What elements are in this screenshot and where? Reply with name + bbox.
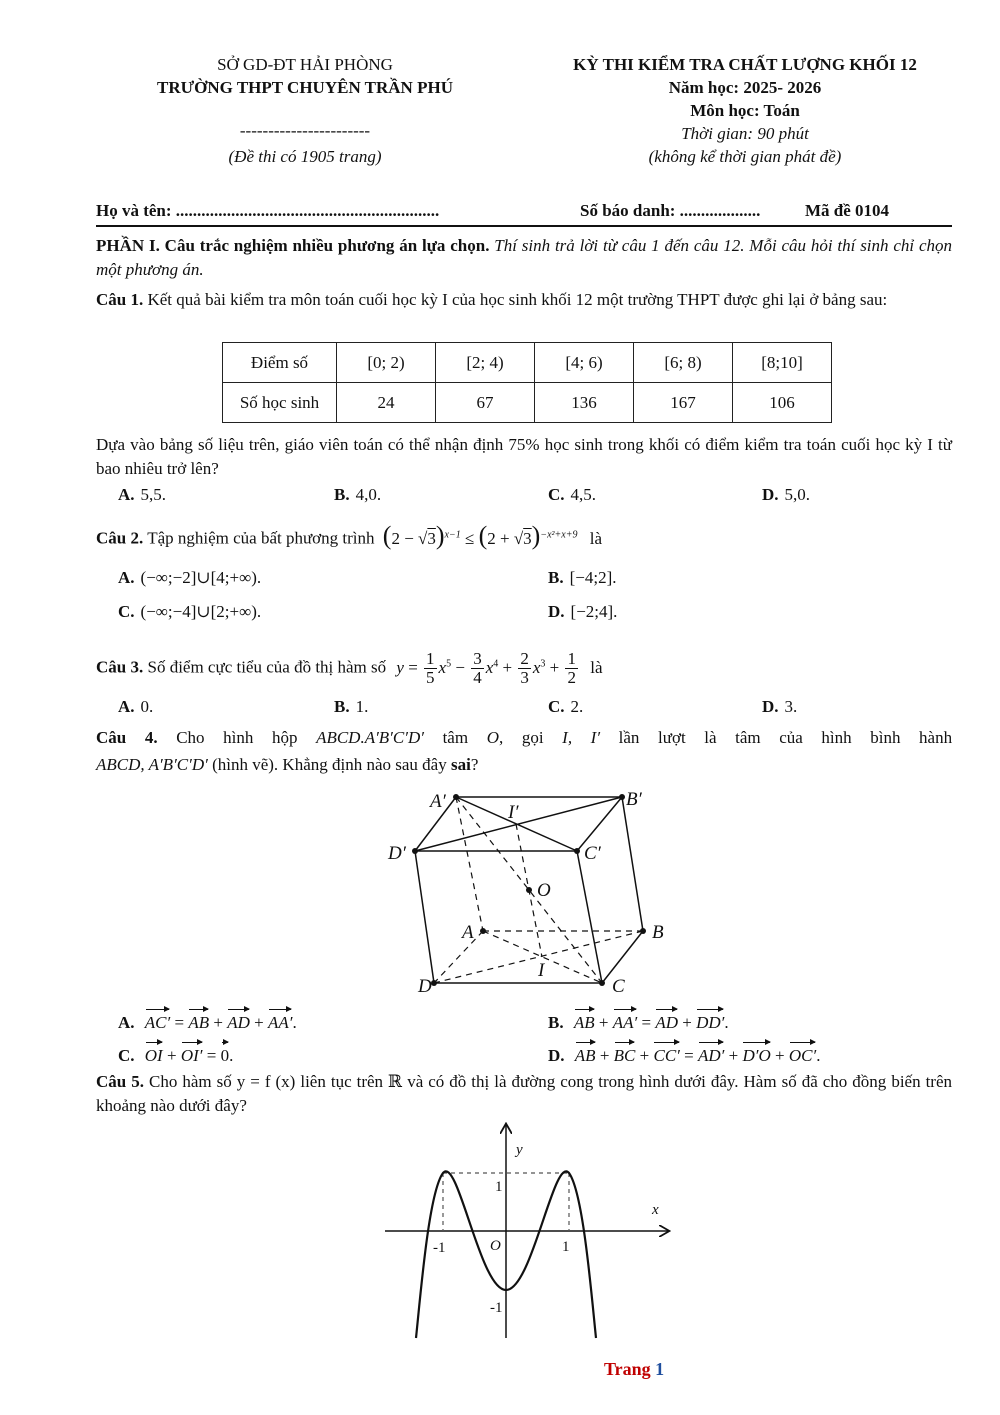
table-cell: [4; 6) — [535, 343, 634, 383]
school-name: TRƯỜNG THPT CHUYÊN TRẦN PHÚ — [157, 78, 453, 97]
x-tick-1: 1 — [562, 1239, 570, 1255]
question-suffix: là — [590, 657, 603, 677]
exam-time: Thời gian: 90 phút — [681, 124, 809, 143]
option-key: B. — [334, 697, 350, 716]
label-d: D — [418, 976, 432, 996]
school-year: Năm học: 2025- 2026 — [668, 78, 822, 97]
edge-ad — [434, 931, 483, 983]
function-graph — [380, 1120, 680, 1345]
option-text: [−4;2]. — [569, 568, 617, 587]
option-text: 5,5. — [140, 485, 167, 504]
option-key: C. — [118, 1046, 135, 1065]
table-cell: Điểm số — [223, 343, 337, 383]
option-key: C. — [118, 602, 135, 621]
option-text: (−∞;−4]∪[2;+∞). — [140, 602, 262, 621]
option-text: 4,5. — [570, 485, 597, 504]
q4-option-a[interactable]: A. AC′ = AB + AD + AA′. — [118, 1006, 297, 1034]
inequality-formula: $(2 - √3)^{x-1} \le (2 + √3)^{-x^2+x+9}$ — [382, 520, 578, 550]
question-text: , gọi — [498, 728, 544, 747]
question-text: Kết quả bài kiểm tra môn toán cuối học kỳ I của học sinh khối 12 một trường THPT được ghi lại ở bảng sau: — [147, 290, 888, 309]
table-cell: Số học sinh — [223, 383, 337, 423]
exam-title: KỲ THI KIỂM TRA CHẤT LƯỢNG KHỐI 12 — [573, 55, 917, 74]
q2-option-c[interactable] — [118, 601, 261, 623]
score-table — [222, 342, 832, 423]
question-label: Câu 3. — [96, 657, 144, 677]
question-2 — [96, 518, 602, 556]
q1-option-c[interactable] — [548, 484, 596, 506]
question-label: Câu 5. — [96, 1072, 144, 1091]
table-cell: 106 — [733, 383, 832, 423]
table-cell: [2; 4) — [436, 343, 535, 383]
label-i: I — [538, 960, 545, 981]
part1-instructions: Thí sinh trả lời từ câu 1 đến câu 12. Mỗi câu hỏi thí sinh chỉ chọn một phương án. — [96, 236, 952, 279]
question-suffix: là — [589, 528, 602, 548]
pages-note: (Đề thi có 1905 trang) — [228, 147, 382, 166]
math-box: ABCD.A′B′C′D′ — [316, 728, 424, 747]
q3-option-c[interactable] — [548, 696, 583, 718]
option-key: A. — [118, 1013, 135, 1032]
x-tick-neg1: -1 — [433, 1240, 446, 1256]
label-d-prime: D′ — [388, 843, 406, 864]
table-cell: [8;10] — [733, 343, 832, 383]
student-id-field: Số báo danh: ................... — [580, 201, 761, 220]
q4-option-c[interactable]: C. OI + OI′ = 0. — [118, 1039, 233, 1067]
y-tick-neg1: -1 — [490, 1300, 503, 1316]
subject: Môn học: Toán — [690, 101, 800, 120]
option-text: 4,0. — [355, 485, 382, 504]
table-cell: 167 — [634, 383, 733, 423]
option-text: 5,0. — [784, 485, 811, 504]
q3-option-b[interactable] — [334, 696, 368, 718]
math-points: I, I′ — [562, 728, 601, 747]
label-a-prime: A′ — [430, 791, 446, 812]
emphasis-false: sai — [450, 755, 471, 774]
question-1 — [96, 288, 952, 312]
question-5 — [96, 1070, 952, 1118]
department-name: SỞ GD-ĐT HẢI PHÒNG — [217, 55, 393, 74]
q1-option-b[interactable] — [334, 484, 381, 506]
label-b: B — [652, 922, 664, 943]
label-o: O — [537, 880, 551, 901]
option-text: 1. — [355, 697, 369, 716]
option-key: D. — [762, 485, 779, 504]
question-text: (hình vẽ). Khẳng định nào sau đây — [212, 755, 447, 774]
option-key: C. — [548, 697, 565, 716]
table-cell: 24 — [337, 383, 436, 423]
question-text: tâm — [442, 728, 469, 747]
question-4 — [96, 726, 952, 750]
question-text: Cho hàm số y = f (x) liên tục trên ℝ và có đồ thị là đường cong trong hình dưới đây. Hàm số đã cho đồng biến trên khoảng nào dưới đây? — [96, 1072, 953, 1115]
label-a: A — [462, 922, 474, 943]
q2-option-a[interactable] — [118, 567, 261, 589]
option-key: A. — [118, 568, 135, 587]
page-num: 1 — [655, 1359, 665, 1379]
option-text: (−∞;−2]∪[4;+∞). — [140, 568, 262, 587]
table-cell: 136 — [535, 383, 634, 423]
label-c: C — [612, 976, 625, 996]
edge-c1c — [577, 851, 602, 983]
page-number — [604, 1357, 664, 1381]
q1-option-a[interactable] — [118, 484, 166, 506]
q4-option-d[interactable]: D. AB + BC + CC′ = AD′ + D′O + OC′. — [548, 1039, 820, 1067]
option-key: B. — [548, 568, 564, 587]
table-cell: [0; 2) — [337, 343, 436, 383]
question-1-followup: Dựa vào bảng số liệu trên, giáo viên toán có thể nhận định 75% học sinh trong khối có điểm kiểm tra toán cuối học kỳ I từ bao nhiêu trở lên? — [96, 435, 952, 478]
option-text: 3. — [784, 697, 798, 716]
question-4-line2 — [96, 753, 478, 777]
option-text: 2. — [570, 697, 584, 716]
header-rule — [96, 225, 952, 227]
question-text: Cho hình hộp — [176, 728, 298, 747]
option-key: D. — [762, 697, 779, 716]
q4-option-b[interactable]: B. AB + AA′ = AD + DD′. — [548, 1006, 729, 1034]
question-text: Số điểm cực tiểu của đồ thị hàm số — [147, 657, 387, 677]
q2-option-d[interactable] — [548, 601, 617, 623]
option-key: A. — [118, 485, 135, 504]
function-formula: y = $\frac{1}{5}$ $x^5$ − $\frac{3}{4}$ $x^4$ + $\frac{2}{3}$ $x^3$ + $\frac{1}{2}$ — [396, 649, 576, 688]
label-c-prime: C′ — [584, 843, 601, 864]
q3-option-a[interactable] — [118, 696, 153, 718]
label-b-prime: B′ — [626, 789, 642, 810]
question-label: Câu 2. — [96, 528, 144, 548]
parallelepiped-figure — [380, 786, 680, 996]
page-word: Trang — [604, 1359, 651, 1379]
table-row — [223, 343, 832, 383]
edge-b1b — [622, 797, 643, 931]
exam-code: Mã đề 0104 — [805, 201, 890, 220]
option-key: B. — [334, 485, 350, 504]
q2-option-b[interactable] — [548, 567, 616, 589]
origin-label: O — [490, 1238, 501, 1254]
math-center: O — [486, 728, 499, 747]
part1-title: PHẦN I. Câu trắc nghiệm nhiều phương án lựa chọn. — [96, 236, 490, 255]
y-tick-1: 1 — [495, 1179, 503, 1195]
table-row — [223, 383, 832, 423]
edge-a1a — [456, 797, 483, 931]
edge-d1d — [415, 851, 434, 983]
option-key: D. — [548, 602, 565, 621]
part1-heading — [96, 234, 952, 282]
table-cell: [6; 8) — [634, 343, 733, 383]
question-text: Tập nghiệm của bất phương trình — [147, 528, 375, 548]
x-axis-label: x — [652, 1202, 659, 1218]
y-axis-label: y — [516, 1142, 523, 1158]
option-key: C. — [548, 485, 565, 504]
header-dashes: ----------------------- — [239, 121, 371, 140]
option-key: D. — [548, 1046, 565, 1065]
table-cell: 67 — [436, 383, 535, 423]
option-key: A. — [118, 697, 135, 716]
q1-option-d[interactable] — [762, 484, 810, 506]
question-mark: ? — [470, 755, 479, 774]
option-text: 0. — [140, 697, 154, 716]
option-text: [−2;4]. — [570, 602, 618, 621]
question-text: lần lượt là tâm của hình bình hành — [618, 728, 953, 747]
q3-option-d[interactable] — [762, 696, 797, 718]
question-label: Câu 4. — [96, 728, 158, 747]
question-label: Câu 1. — [96, 290, 144, 309]
student-name-field: Họ và tên: .............................................................. — [96, 201, 440, 220]
time-note: (không kể thời gian phát đề) — [648, 147, 842, 166]
label-i-prime: I′ — [508, 802, 519, 823]
question-3 — [96, 640, 603, 692]
math-faces: ABCD, A′B′C′D′ — [96, 755, 208, 774]
option-key: B. — [548, 1013, 564, 1032]
